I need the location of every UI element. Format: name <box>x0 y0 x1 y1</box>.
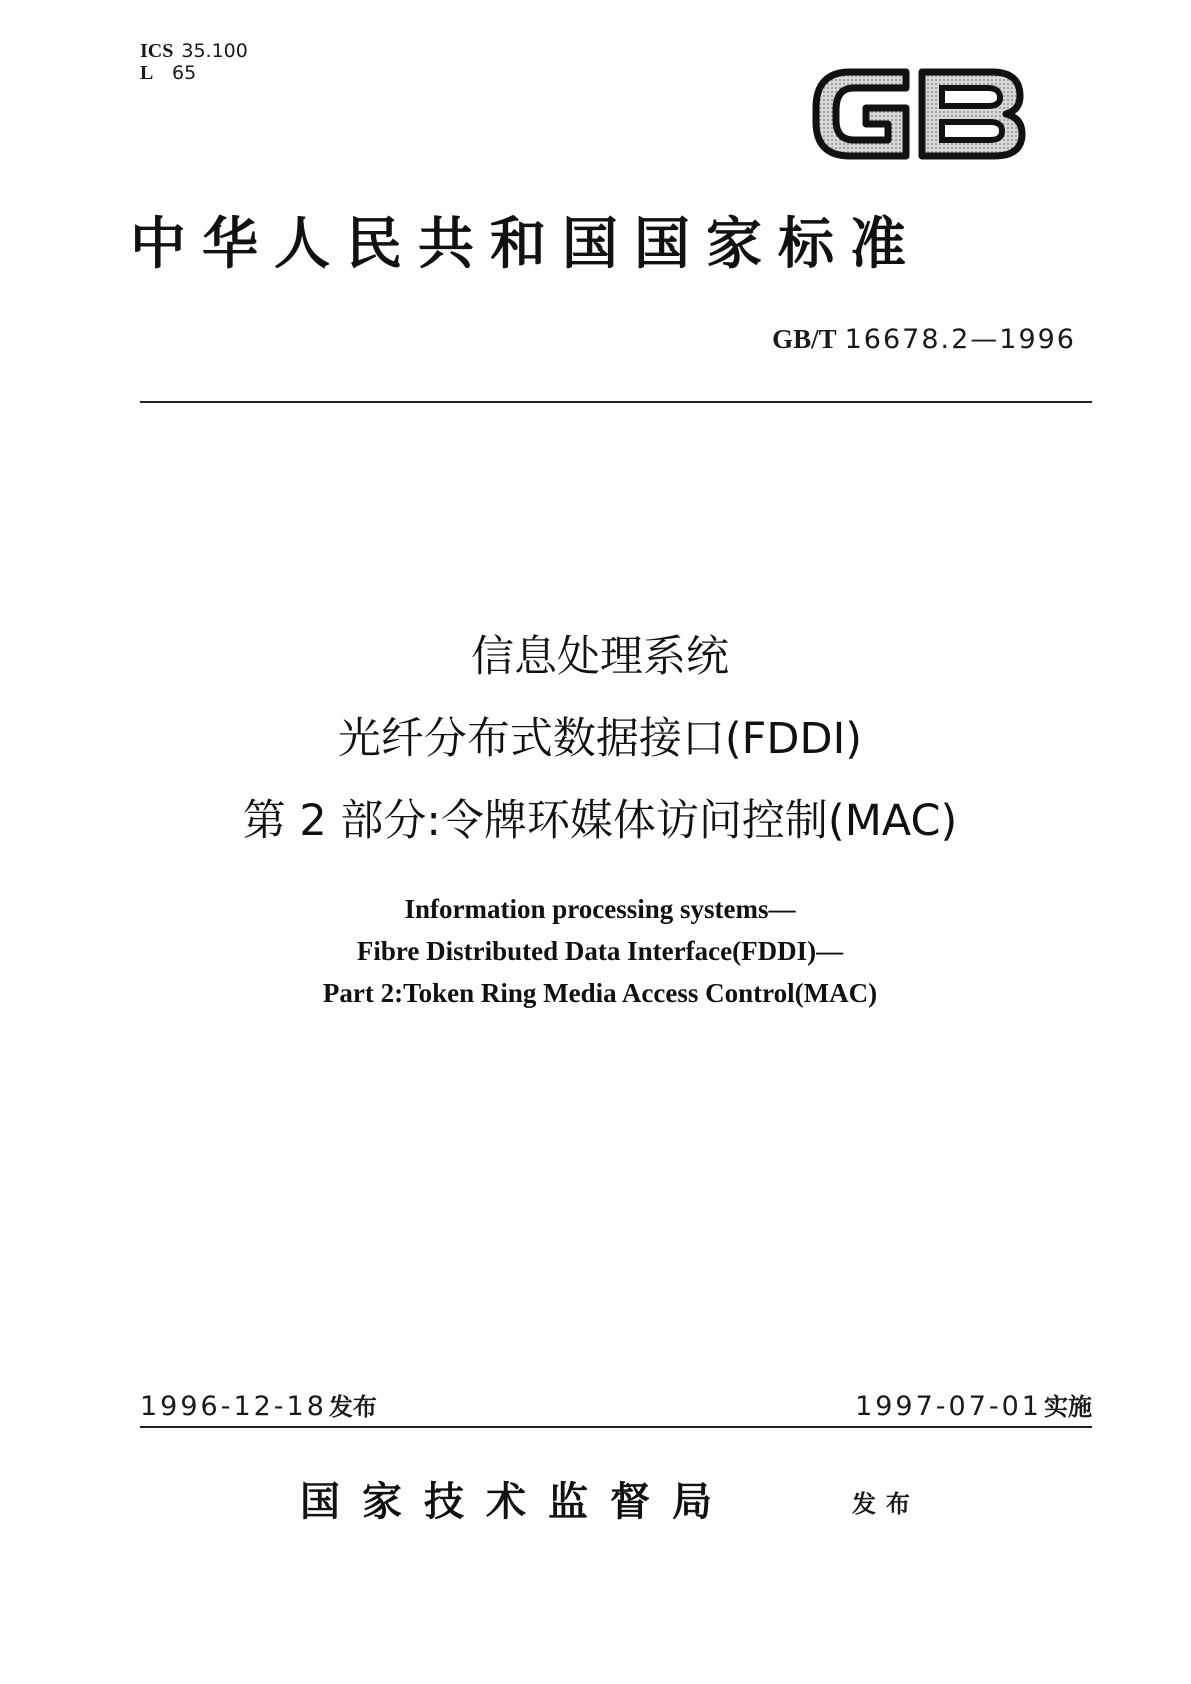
implementation-date-block <box>855 1389 1092 1425</box>
title-cn-line-1: 信息处理系统 <box>471 632 729 682</box>
top-divider <box>140 401 1092 403</box>
issue-label: 发布 <box>328 1393 377 1421</box>
ccs-code: 65 <box>172 62 197 84</box>
ics-code: 35.100 <box>181 40 248 62</box>
issuing-authority: 国家技术监督局 <box>300 1478 734 1525</box>
implementation-label: 实施 <box>1044 1393 1092 1421</box>
ccs-row <box>140 62 248 84</box>
standard-number-value: 16678.2—1996 <box>844 324 1076 355</box>
title-en-line-3: Part 2:Token Ring Media Access Control(MAC) <box>322 978 878 1008</box>
classification-codes <box>140 40 248 84</box>
national-standard-title: 中华人民共和国国家标准 <box>130 211 922 277</box>
ics-row <box>140 40 248 62</box>
title-en-line-1: Information processing systems— <box>404 894 796 924</box>
issue-date: 1996-12-18 <box>140 1391 327 1422</box>
title-en-line-2: Fibre Distributed Data Interface(FDDI)— <box>356 936 844 966</box>
issue-date-block <box>140 1389 377 1425</box>
standard-number <box>748 322 1076 357</box>
issuing-authority-action: 发布 <box>852 1489 920 1518</box>
standard-number-prefix: GB/T <box>772 324 837 354</box>
title-cn-line-3: 第 2 部分:令牌环媒体访问控制(MAC) <box>242 796 958 846</box>
title-cn-line-2: 光纤分布式数据接口(FDDI) <box>337 714 863 764</box>
bottom-divider <box>140 1426 1092 1428</box>
gb-logo <box>810 58 1028 170</box>
implementation-date: 1997-07-01 <box>855 1391 1042 1422</box>
ccs-label: L <box>140 62 154 84</box>
gb-logo-graphic <box>810 58 1028 170</box>
ics-label: ICS <box>140 40 174 62</box>
